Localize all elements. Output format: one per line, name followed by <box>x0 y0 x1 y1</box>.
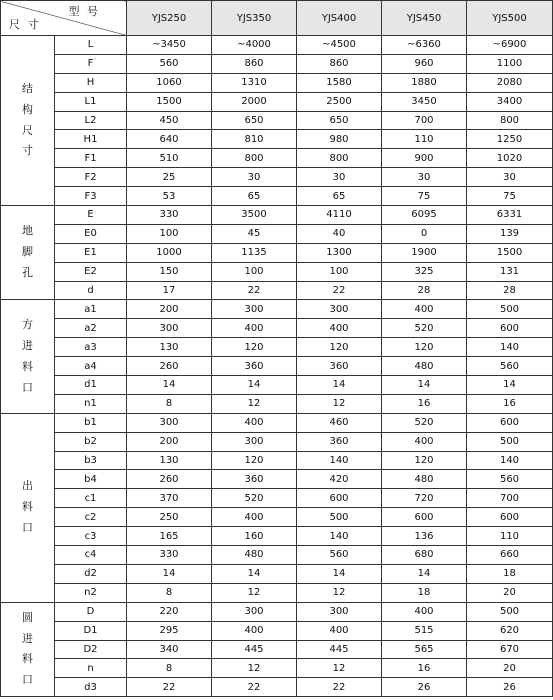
table-row <box>1 281 553 300</box>
value-cell: 980 <box>297 130 382 149</box>
value-cell: 800 <box>212 149 297 168</box>
value-cell: 300 <box>212 432 297 451</box>
value-cell: 400 <box>382 432 467 451</box>
table-row <box>1 546 553 565</box>
value-cell: 2080 <box>467 73 553 92</box>
value-cell: 26 <box>467 678 553 697</box>
value-cell: 400 <box>297 319 382 338</box>
param-cell: F3 <box>55 187 127 206</box>
value-cell: 620 <box>467 621 553 640</box>
param-cell: D <box>55 602 127 621</box>
param-cell: n <box>55 659 127 678</box>
param-cell: a1 <box>55 300 127 319</box>
value-cell: ~4000 <box>212 36 297 55</box>
table-row <box>1 621 553 640</box>
table-row <box>1 564 553 583</box>
value-cell: 65 <box>212 187 297 206</box>
value-cell: 600 <box>467 413 553 432</box>
param-cell: E1 <box>55 243 127 262</box>
value-cell: 500 <box>467 602 553 621</box>
model-axis-label: 型 号 <box>68 5 100 18</box>
value-cell: 520 <box>382 319 467 338</box>
table-row <box>1 300 553 319</box>
value-cell: 150 <box>127 262 212 281</box>
group-label-cell <box>1 602 55 696</box>
table-row <box>1 73 553 92</box>
value-cell: 340 <box>127 640 212 659</box>
param-cell: a3 <box>55 338 127 357</box>
param-cell: F <box>55 54 127 73</box>
value-cell: 400 <box>297 621 382 640</box>
value-cell: 22 <box>297 281 382 300</box>
value-cell: 500 <box>467 300 553 319</box>
value-cell: 330 <box>127 206 212 225</box>
table-row <box>1 470 553 489</box>
model-header-yjs500: YJS500 <box>467 1 553 36</box>
value-cell: 12 <box>297 659 382 678</box>
param-cell: E <box>55 206 127 225</box>
param-cell: b1 <box>55 413 127 432</box>
param-cell: L2 <box>55 111 127 130</box>
value-cell: 30 <box>212 168 297 187</box>
table-row <box>1 489 553 508</box>
group-label-char: 脚 <box>22 245 33 259</box>
model-header-yjs400: YJS400 <box>297 1 382 36</box>
value-cell: 1020 <box>467 149 553 168</box>
value-cell: 700 <box>382 111 467 130</box>
value-cell: 560 <box>297 546 382 565</box>
param-cell: L <box>55 36 127 55</box>
value-cell: 600 <box>297 489 382 508</box>
value-cell: 1250 <box>467 130 553 149</box>
value-cell: 140 <box>467 451 553 470</box>
value-cell: 6331 <box>467 206 553 225</box>
value-cell: 130 <box>127 338 212 357</box>
value-cell: 110 <box>382 130 467 149</box>
table-row <box>1 357 553 376</box>
value-cell: 450 <box>127 111 212 130</box>
value-cell: 650 <box>297 111 382 130</box>
value-cell: 650 <box>212 111 297 130</box>
value-cell: 12 <box>297 583 382 602</box>
group-label-char: 料 <box>22 500 33 514</box>
value-cell: 3450 <box>382 92 467 111</box>
group-label-char: 寸 <box>22 144 33 158</box>
value-cell: 520 <box>212 489 297 508</box>
group-label-char: 圆 <box>22 610 33 624</box>
group-label-char: 进 <box>22 338 33 352</box>
value-cell: 8 <box>127 394 212 413</box>
table-row <box>1 262 553 281</box>
param-cell: n2 <box>55 583 127 602</box>
value-cell: 14 <box>297 376 382 395</box>
group-label-char: 孔 <box>22 266 33 280</box>
value-cell: ~3450 <box>127 36 212 55</box>
value-cell: 810 <box>212 130 297 149</box>
value-cell: 1880 <box>382 73 467 92</box>
value-cell: 565 <box>382 640 467 659</box>
group-label-char: 料 <box>22 359 33 373</box>
value-cell: 14 <box>297 564 382 583</box>
value-cell: 800 <box>297 149 382 168</box>
value-cell: 445 <box>297 640 382 659</box>
value-cell: 250 <box>127 508 212 527</box>
value-cell: 1135 <box>212 243 297 262</box>
table-row <box>1 640 553 659</box>
value-cell: 325 <box>382 262 467 281</box>
value-cell: 860 <box>297 54 382 73</box>
value-cell: 1580 <box>297 73 382 92</box>
value-cell: 260 <box>127 470 212 489</box>
value-cell: 480 <box>212 546 297 565</box>
table-row <box>1 659 553 678</box>
table-row <box>1 602 553 621</box>
table-row <box>1 338 553 357</box>
value-cell: 500 <box>467 432 553 451</box>
table-row <box>1 527 553 546</box>
value-cell: 445 <box>212 640 297 659</box>
value-cell: 30 <box>382 168 467 187</box>
group-label-char: 口 <box>22 521 33 535</box>
value-cell: 14 <box>127 564 212 583</box>
value-cell: 1500 <box>127 92 212 111</box>
table-row <box>1 187 553 206</box>
value-cell: 370 <box>127 489 212 508</box>
table-row <box>1 149 553 168</box>
model-header-yjs250: YJS250 <box>127 1 212 36</box>
value-cell: 300 <box>127 413 212 432</box>
value-cell: 120 <box>212 338 297 357</box>
value-cell: 560 <box>467 357 553 376</box>
value-cell: 3500 <box>212 206 297 225</box>
table-row <box>1 224 553 243</box>
group-label-char: 结 <box>22 81 33 95</box>
table-row <box>1 583 553 602</box>
value-cell: 65 <box>297 187 382 206</box>
value-cell: 680 <box>382 546 467 565</box>
value-cell: 600 <box>467 319 553 338</box>
value-cell: 400 <box>212 508 297 527</box>
value-cell: 200 <box>127 300 212 319</box>
value-cell: 160 <box>212 527 297 546</box>
param-cell: b2 <box>55 432 127 451</box>
value-cell: 14 <box>382 376 467 395</box>
value-cell: 14 <box>127 376 212 395</box>
value-cell: 400 <box>212 413 297 432</box>
value-cell: ~4500 <box>297 36 382 55</box>
value-cell: 130 <box>127 451 212 470</box>
table-row <box>1 243 553 262</box>
group-label-char: 出 <box>22 479 33 493</box>
value-cell: 75 <box>467 187 553 206</box>
param-cell: L1 <box>55 92 127 111</box>
value-cell: 1300 <box>297 243 382 262</box>
param-cell: c3 <box>55 527 127 546</box>
table-row <box>1 678 553 697</box>
value-cell: 140 <box>297 451 382 470</box>
value-cell: 600 <box>467 508 553 527</box>
value-cell: 515 <box>382 621 467 640</box>
value-cell: 295 <box>127 621 212 640</box>
value-cell: 720 <box>382 489 467 508</box>
value-cell: 12 <box>212 394 297 413</box>
value-cell: 30 <box>297 168 382 187</box>
value-cell: 12 <box>212 583 297 602</box>
value-cell: 1500 <box>467 243 553 262</box>
param-cell: E2 <box>55 262 127 281</box>
table-row <box>1 206 553 225</box>
table-row <box>1 432 553 451</box>
value-cell: ~6900 <box>467 36 553 55</box>
group-label-cell <box>1 36 55 206</box>
value-cell: 400 <box>382 300 467 319</box>
param-cell: d2 <box>55 564 127 583</box>
table-row <box>1 319 553 338</box>
model-header-yjs350: YJS350 <box>212 1 297 36</box>
value-cell: 100 <box>297 262 382 281</box>
value-cell: 136 <box>382 527 467 546</box>
value-cell: 480 <box>382 357 467 376</box>
value-cell: 8 <box>127 659 212 678</box>
value-cell: 120 <box>212 451 297 470</box>
group-label-char: 口 <box>22 673 33 687</box>
param-cell: F1 <box>55 149 127 168</box>
value-cell: 28 <box>467 281 553 300</box>
value-cell: 360 <box>212 470 297 489</box>
value-cell: 18 <box>467 564 553 583</box>
value-cell: 140 <box>297 527 382 546</box>
value-cell: 3400 <box>467 92 553 111</box>
param-cell: H <box>55 73 127 92</box>
param-cell: a2 <box>55 319 127 338</box>
value-cell: 460 <box>297 413 382 432</box>
value-cell: 1100 <box>467 54 553 73</box>
value-cell: 22 <box>127 678 212 697</box>
param-cell: H1 <box>55 130 127 149</box>
value-cell: 25 <box>127 168 212 187</box>
value-cell: 360 <box>212 357 297 376</box>
value-cell: 22 <box>212 678 297 697</box>
value-cell: 20 <box>467 659 553 678</box>
model-header-yjs450: YJS450 <box>382 1 467 36</box>
table-row <box>1 413 553 432</box>
param-cell: c1 <box>55 489 127 508</box>
value-cell: 900 <box>382 149 467 168</box>
param-cell: E0 <box>55 224 127 243</box>
param-cell: D1 <box>55 621 127 640</box>
group-label-cell <box>1 300 55 413</box>
value-cell: 6095 <box>382 206 467 225</box>
value-cell: 16 <box>382 394 467 413</box>
value-cell: 40 <box>297 224 382 243</box>
value-cell: 300 <box>212 300 297 319</box>
value-cell: 640 <box>127 130 212 149</box>
value-cell: 28 <box>382 281 467 300</box>
table-row <box>1 92 553 111</box>
value-cell: 300 <box>212 602 297 621</box>
value-cell: 17 <box>127 281 212 300</box>
value-cell: 18 <box>382 583 467 602</box>
group-label-char: 地 <box>22 224 33 238</box>
value-cell: 120 <box>382 451 467 470</box>
value-cell: 14 <box>467 376 553 395</box>
value-cell: 20 <box>467 583 553 602</box>
value-cell: 600 <box>382 508 467 527</box>
table-row <box>1 130 553 149</box>
value-cell: 400 <box>212 319 297 338</box>
value-cell: 500 <box>297 508 382 527</box>
dimension-axis-label: 尺 寸 <box>9 18 41 31</box>
value-cell: 12 <box>212 659 297 678</box>
value-cell: 16 <box>467 394 553 413</box>
value-cell: 14 <box>382 564 467 583</box>
table-row <box>1 376 553 395</box>
value-cell: 22 <box>297 678 382 697</box>
param-cell: F2 <box>55 168 127 187</box>
value-cell: 660 <box>467 546 553 565</box>
value-cell: 860 <box>212 54 297 73</box>
group-label-char: 方 <box>22 317 33 331</box>
table-row <box>1 451 553 470</box>
value-cell: 300 <box>297 602 382 621</box>
value-cell: 360 <box>297 357 382 376</box>
value-cell: 165 <box>127 527 212 546</box>
value-cell: 14 <box>212 564 297 583</box>
value-cell: 420 <box>297 470 382 489</box>
param-cell: c4 <box>55 546 127 565</box>
param-cell: D2 <box>55 640 127 659</box>
value-cell: ~6360 <box>382 36 467 55</box>
group-label-char: 进 <box>22 631 33 645</box>
value-cell: 22 <box>212 281 297 300</box>
value-cell: 300 <box>297 300 382 319</box>
value-cell: 30 <box>467 168 553 187</box>
value-cell: 100 <box>127 224 212 243</box>
value-cell: 200 <box>127 432 212 451</box>
param-cell: d1 <box>55 376 127 395</box>
value-cell: 139 <box>467 224 553 243</box>
value-cell: 670 <box>467 640 553 659</box>
value-cell: 480 <box>382 470 467 489</box>
value-cell: 560 <box>467 470 553 489</box>
value-cell: 131 <box>467 262 553 281</box>
value-cell: 1900 <box>382 243 467 262</box>
value-cell: 4110 <box>297 206 382 225</box>
value-cell: 260 <box>127 357 212 376</box>
table-row <box>1 508 553 527</box>
param-cell: b4 <box>55 470 127 489</box>
value-cell: 53 <box>127 187 212 206</box>
param-cell: c2 <box>55 508 127 527</box>
value-cell: 140 <box>467 338 553 357</box>
value-cell: 300 <box>127 319 212 338</box>
table-row <box>1 36 553 55</box>
value-cell: 12 <box>297 394 382 413</box>
param-cell: b3 <box>55 451 127 470</box>
value-cell: 700 <box>467 489 553 508</box>
value-cell: 220 <box>127 602 212 621</box>
value-cell: 960 <box>382 54 467 73</box>
value-cell: 16 <box>382 659 467 678</box>
value-cell: 1060 <box>127 73 212 92</box>
corner-header-cell <box>1 1 127 36</box>
param-cell: n1 <box>55 394 127 413</box>
value-cell: 330 <box>127 546 212 565</box>
value-cell: 520 <box>382 413 467 432</box>
value-cell: 510 <box>127 149 212 168</box>
value-cell: 100 <box>212 262 297 281</box>
table-row <box>1 111 553 130</box>
value-cell: 45 <box>212 224 297 243</box>
value-cell: 120 <box>382 338 467 357</box>
value-cell: 26 <box>382 678 467 697</box>
value-cell: 2000 <box>212 92 297 111</box>
table-row <box>1 54 553 73</box>
value-cell: 75 <box>382 187 467 206</box>
value-cell: 360 <box>297 432 382 451</box>
value-cell: 110 <box>467 527 553 546</box>
param-cell: d <box>55 281 127 300</box>
value-cell: 1310 <box>212 73 297 92</box>
value-cell: 400 <box>382 602 467 621</box>
group-label-char: 构 <box>22 102 33 116</box>
table-row <box>1 168 553 187</box>
value-cell: 400 <box>212 621 297 640</box>
group-label-char: 料 <box>22 652 33 666</box>
value-cell: 1000 <box>127 243 212 262</box>
group-label-cell <box>1 413 55 602</box>
table-row <box>1 394 553 413</box>
value-cell: 120 <box>297 338 382 357</box>
param-cell: d3 <box>55 678 127 697</box>
value-cell: 560 <box>127 54 212 73</box>
param-cell: a4 <box>55 357 127 376</box>
value-cell: 800 <box>467 111 553 130</box>
value-cell: 0 <box>382 224 467 243</box>
group-label-char: 尺 <box>22 123 33 137</box>
value-cell: 2500 <box>297 92 382 111</box>
value-cell: 8 <box>127 583 212 602</box>
group-label-cell <box>1 206 55 300</box>
table-body <box>1 36 553 697</box>
group-label-char: 口 <box>22 380 33 394</box>
value-cell: 14 <box>212 376 297 395</box>
header-row <box>1 1 553 36</box>
